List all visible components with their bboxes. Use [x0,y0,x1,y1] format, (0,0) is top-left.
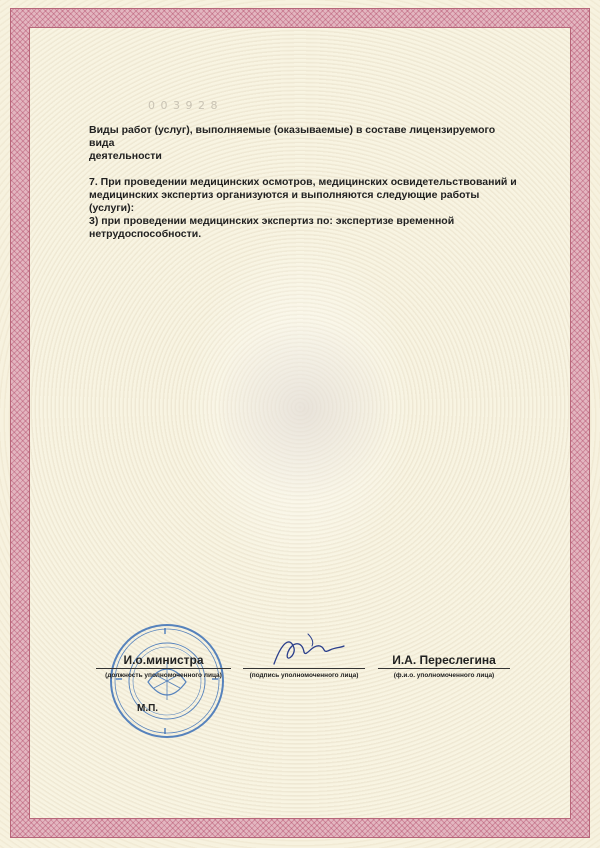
serial-number: 0 0 3 9 2 8 [148,99,219,112]
signature-rule [243,668,365,669]
heading-line: деятельности [89,150,162,162]
signature-block [243,652,365,679]
item-line: медицинских экспертиз организуются и выполняются следующие работы (услуги): [89,189,480,214]
name-block [378,652,510,679]
position-value: И.о.министра [123,653,204,667]
guilloche-watermark [220,310,390,510]
item-line: 7. При проведении медицинских осмотров, медицинских освидетельствований и [89,176,517,188]
official-seal [108,622,226,740]
document-body [89,124,519,254]
section-heading [89,124,519,163]
signature-caption: (подпись уполномоченного лица) [249,672,359,679]
name-caption: (ф.и.о. уполномоченного лица) [393,672,495,679]
name-value: И.А. Переслегина [392,653,496,667]
heading-line: Виды работ (услуг), выполняемые (оказываемые) в составе лицензируемого вида [89,124,496,149]
name-rule [378,668,510,669]
work-item [89,176,519,241]
signature-value [243,652,365,668]
item-line: нетрудоспособности. [89,228,202,240]
stamp-label: М.П. [137,703,159,714]
item-line: 3) при проведении медицинских экспертиз по: экспертизе временной [89,215,455,227]
position-caption: (должность уполномоченного лица) [105,672,222,679]
position-block [96,652,231,679]
position-rule [96,668,231,669]
